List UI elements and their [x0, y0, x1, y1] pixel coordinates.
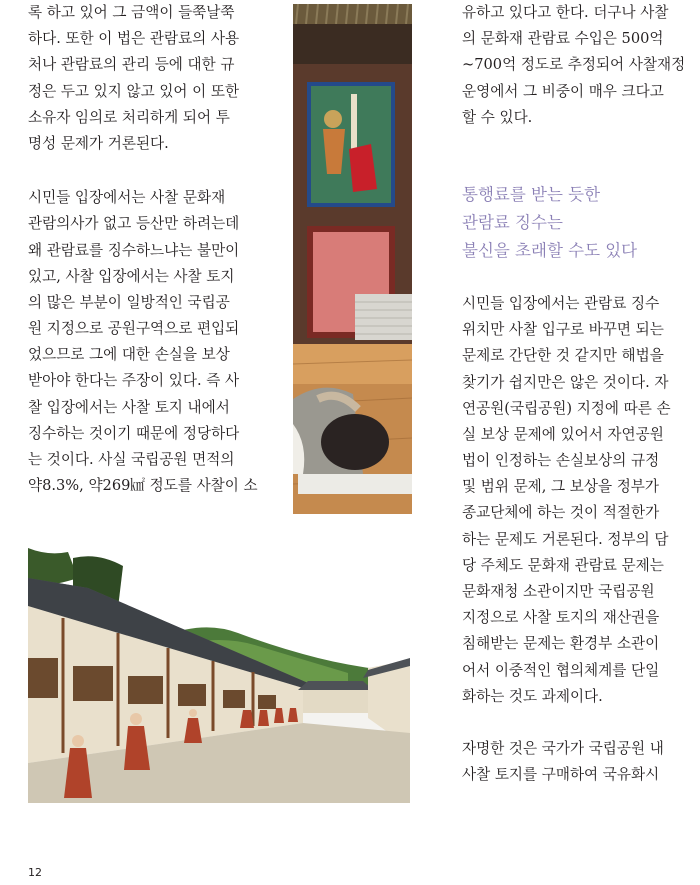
text-line: 연공원(국립공원) 지정에 따른 손 — [462, 399, 671, 417]
text-line: ~700억 정도로 추정되어 사찰재정 — [462, 56, 686, 74]
text-line: 원 지정으로 공원구역으로 편입되 — [28, 320, 240, 338]
subheading-line: 관람료 징수는 — [462, 212, 563, 232]
text-line: 자명한 것은 국가가 국립공원 내 — [462, 739, 664, 757]
text-line: 왜 관람료를 징수하느냐는 불만이 — [28, 241, 240, 259]
right-paragraph-2 — [462, 291, 677, 710]
right-text-column — [462, 0, 686, 788]
text-line: 문제로 간단한 것 같지만 해법을 — [462, 347, 664, 365]
text-line: 지정으로 사찰 토지의 재산권을 — [462, 609, 660, 627]
text-line: 찾기가 쉽지만은 않은 것이다. 자 — [462, 373, 669, 391]
text-line: 소유자 임의로 처리하게 되어 투 — [28, 108, 230, 126]
photo-monk-bowing — [293, 4, 412, 514]
text-line: 약8.3%, 약269㎢ 정도를 사찰이 소 — [28, 477, 258, 495]
right-paragraph-3 — [462, 736, 677, 788]
left-text-column — [28, 0, 258, 499]
text-line: 처나 관람료의 관리 등에 대한 규 — [28, 56, 235, 74]
text-line: 시민들 입장에서는 관람료 징수 — [462, 294, 660, 312]
text-line: 사찰 토지를 구매하여 국유화시 — [462, 766, 660, 784]
text-line: 당 주체도 문화재 관람료 문제는 — [462, 556, 664, 574]
text-line: 어서 이중적인 협의체계를 단일 — [462, 661, 660, 679]
text-line: 문화재청 소관이지만 국립공원 — [462, 583, 655, 600]
text-line: 운영에서 그 비중이 매우 크다고 — [462, 82, 664, 100]
subheading-line: 통행료를 받는 듯한 — [462, 184, 601, 204]
photo-temple-courtyard — [28, 548, 410, 803]
text-line: 하다. 또한 이 법은 관람료의 사용 — [28, 30, 240, 48]
text-line: 법이 인정하는 손실보상의 규정 — [462, 452, 660, 470]
text-line: 의 문화재 관람료 수입은 500억 — [462, 30, 664, 48]
left-paragraph-2 — [28, 185, 258, 499]
text-line: 찰 입장에서는 사찰 토지 내에서 — [28, 398, 230, 416]
page-number: 12 — [28, 866, 42, 879]
left-paragraph-1 — [28, 0, 250, 157]
text-line: 의 많은 부분이 일방적인 국립공 — [28, 293, 230, 311]
text-line: 화하는 것도 과제이다. — [462, 687, 603, 705]
text-line: 징수하는 것이기 때문에 정당하다 — [28, 424, 240, 442]
text-line: 위치만 사찰 입구로 바꾸면 되는 — [462, 321, 664, 339]
text-line: 실 보상 문제에 있어서 자연공원 — [462, 425, 664, 443]
text-line: 받아야 한다는 주장이 있다. 즉 사 — [28, 372, 240, 390]
text-line: 명성 문제가 거론된다. — [28, 134, 169, 152]
text-line: 하는 문제도 거론된다. 정부의 담 — [462, 530, 669, 548]
text-line: 할 수 있다. — [462, 108, 533, 126]
text-line: 었으므로 그에 대한 손실을 보상 — [28, 346, 230, 364]
text-line: 있고, 사찰 입장에서는 사찰 토지 — [28, 267, 235, 285]
text-line: 는 것이다. 사실 국립공원 면적의 — [28, 451, 235, 468]
text-line: 록 하고 있어 그 금액이 들쭉날쭉 — [28, 4, 235, 21]
text-line: 정은 두고 있지 않고 있어 이 또한 — [28, 82, 240, 100]
text-line: 시민들 입장에서는 사찰 문화재 — [28, 189, 226, 207]
temple-hall-illustration — [293, 4, 412, 514]
text-line: 관람의사가 없고 등산만 하려는데 — [28, 215, 240, 233]
text-line: 및 범위 문제, 그 보상을 정부가 — [462, 478, 660, 496]
right-paragraph-1 — [462, 0, 686, 131]
text-line: 유하고 있다고 한다. 더구나 사찰 — [462, 4, 669, 21]
subheading-line: 불신을 초래할 수도 있다 — [462, 240, 638, 260]
subheading — [462, 181, 677, 265]
text-line: 침해받는 문제는 환경부 소관이 — [462, 635, 660, 653]
temple-courtyard-illustration — [28, 548, 410, 803]
text-line: 종교단체에 하는 것이 적절한가 — [462, 504, 660, 522]
